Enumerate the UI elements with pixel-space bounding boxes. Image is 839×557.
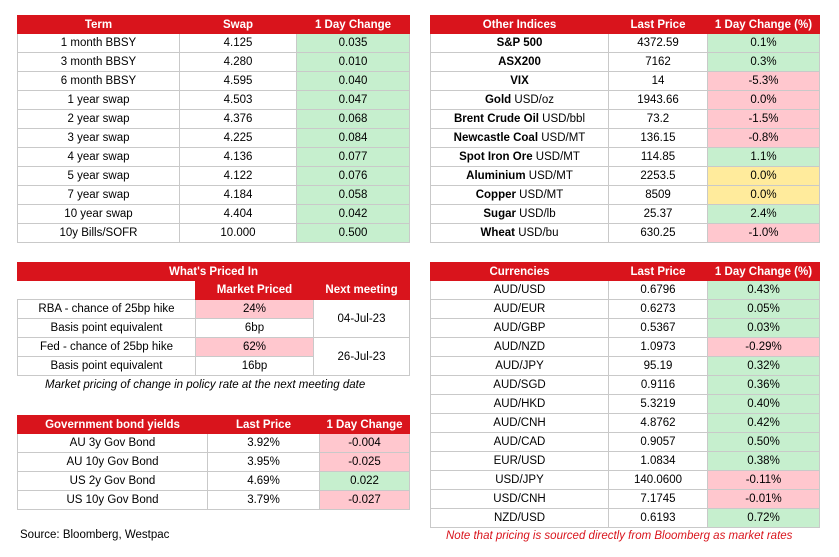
currencies-header-price: Last Price [609,263,708,281]
currency-price: 1.0834 [609,452,708,471]
bond-price: 3.79% [208,491,320,510]
index-unit: USD/MT [519,189,564,201]
fed-bp-value: 16bp [196,357,314,376]
currency-row [431,338,820,357]
swap-term: 4 year swap [18,148,180,167]
swap-value: 4.404 [180,205,297,224]
currency-row [431,414,820,433]
index-name-cell [431,34,609,53]
swap-term: 1 month BBSY [18,34,180,53]
index-price: 630.25 [609,224,708,243]
swap-header-term: Term [18,16,180,34]
indices-table [430,15,820,243]
priced-table [17,262,410,376]
currency-pair: AUD/SGD [431,376,609,395]
swap-change: 0.047 [297,91,410,110]
swap-term: 6 month BBSY [18,72,180,91]
swap-row [18,148,410,167]
swap-table [17,15,410,243]
swap-row [18,53,410,72]
index-price: 14 [609,72,708,91]
currency-change: 0.72% [708,509,820,528]
index-change: -0.8% [708,129,820,148]
index-name: Spot Iron Ore [459,151,533,163]
swap-change: 0.076 [297,167,410,186]
swap-term: 3 month BBSY [18,53,180,72]
currency-change: -0.01% [708,490,820,509]
swap-term: 2 year swap [18,110,180,129]
bonds-header-name: Government bond yields [18,416,208,434]
currency-row [431,319,820,338]
swap-change: 0.077 [297,148,410,167]
index-name-cell [431,129,609,148]
priced-title: What's Priced In [18,263,410,281]
index-row [431,224,820,243]
fed-bp-label: Basis point equivalent [18,357,196,376]
currency-row [431,281,820,300]
indices-header-price: Last Price [609,16,708,34]
bond-change: -0.004 [320,434,410,453]
bond-price: 4.69% [208,472,320,491]
index-name: Wheat [480,227,515,239]
bond-change: 0.022 [320,472,410,491]
index-unit: USD/MT [541,132,586,144]
currency-row [431,509,820,528]
index-change: 0.0% [708,167,820,186]
currency-pair: AUD/EUR [431,300,609,319]
index-name: VIX [510,75,529,87]
index-unit: USD/oz [514,94,555,106]
swap-value: 4.595 [180,72,297,91]
pricing-source-note: Note that pricing is sourced directly from Bloomberg as market rates [446,530,793,542]
currency-change: -0.29% [708,338,820,357]
swap-value: 4.503 [180,91,297,110]
bond-row [18,434,410,453]
index-change: 0.1% [708,34,820,53]
swap-header-swap: Swap [180,16,297,34]
currency-change: 0.42% [708,414,820,433]
index-price: 1943.66 [609,91,708,110]
index-row [431,53,820,72]
bond-name: US 2y Gov Bond [18,472,208,491]
currency-row [431,395,820,414]
rba-bp-label: Basis point equivalent [18,319,196,338]
swap-value: 4.125 [180,34,297,53]
currency-pair: AUD/CNH [431,414,609,433]
currency-row [431,376,820,395]
index-name-cell [431,224,609,243]
fed-value: 62% [196,338,314,357]
index-unit: USD/MT [535,151,580,163]
currency-pair: AUD/HKD [431,395,609,414]
index-name-cell [431,72,609,91]
index-name-cell [431,53,609,72]
priced-col-meeting: Next meeting [314,281,410,300]
index-name-cell [431,205,609,224]
fed-date: 26-Jul-23 [314,338,410,376]
rba-value: 24% [196,300,314,319]
currency-price: 0.5367 [609,319,708,338]
index-change: -1.5% [708,110,820,129]
priced-col-market: Market Priced [196,281,314,300]
currency-change: 0.50% [708,433,820,452]
bond-row [18,491,410,510]
swap-change: 0.500 [297,224,410,243]
currency-price: 0.9057 [609,433,708,452]
swap-change: 0.010 [297,53,410,72]
currency-price: 0.6796 [609,281,708,300]
swap-change: 0.058 [297,186,410,205]
index-unit: USD/MT [528,170,573,182]
indices-header-change: 1 Day Change (%) [708,16,820,34]
index-name-cell [431,110,609,129]
swap-change: 0.035 [297,34,410,53]
priced-note: Market pricing of change in policy rate at the next meeting date [45,379,366,391]
source-note: Source: Bloomberg, Westpac [20,529,170,541]
swap-value: 4.122 [180,167,297,186]
currency-price: 4.8762 [609,414,708,433]
index-name: Sugar [483,208,516,220]
index-name-cell [431,91,609,110]
index-change: 0.3% [708,53,820,72]
currency-change: 0.05% [708,300,820,319]
bond-name: AU 3y Gov Bond [18,434,208,453]
fed-label: Fed - chance of 25bp hike [18,338,196,357]
index-change: 0.0% [708,186,820,205]
swap-row [18,186,410,205]
index-name: Gold [484,94,512,106]
swap-value: 4.225 [180,129,297,148]
swap-row [18,91,410,110]
index-price: 73.2 [609,110,708,129]
index-name-cell [431,186,609,205]
currency-change: 0.32% [708,357,820,376]
swap-row [18,224,410,243]
index-change: 1.1% [708,148,820,167]
currency-pair: USD/JPY [431,471,609,490]
rba-bp-value: 6bp [196,319,314,338]
index-price: 7162 [609,53,708,72]
swap-term: 10y Bills/SOFR [18,224,180,243]
currency-pair: AUD/NZD [431,338,609,357]
swap-term: 1 year swap [18,91,180,110]
swap-row [18,205,410,224]
index-name: Copper [475,189,516,201]
currency-change: 0.36% [708,376,820,395]
index-name: Brent Crude Oil [453,113,539,125]
currency-pair: AUD/USD [431,281,609,300]
currency-pair: AUD/JPY [431,357,609,376]
index-row [431,91,820,110]
bond-row [18,453,410,472]
swap-change: 0.084 [297,129,410,148]
bond-change: -0.027 [320,491,410,510]
index-price: 4372.59 [609,34,708,53]
bond-price: 3.95% [208,453,320,472]
bond-change: -0.025 [320,453,410,472]
currency-row [431,471,820,490]
index-row [431,72,820,91]
swap-row [18,34,410,53]
index-name: S&P 500 [496,37,543,49]
swap-value: 10.000 [180,224,297,243]
currency-price: 140.0600 [609,471,708,490]
index-row [431,148,820,167]
bonds-header-change: 1 Day Change [320,416,410,434]
swap-row [18,110,410,129]
index-row [431,110,820,129]
index-change: 0.0% [708,91,820,110]
index-change: -5.3% [708,72,820,91]
index-row [431,34,820,53]
index-price: 136.15 [609,129,708,148]
index-name-cell [431,148,609,167]
index-price: 2253.5 [609,167,708,186]
currency-change: 0.40% [708,395,820,414]
currency-price: 0.6193 [609,509,708,528]
swap-change: 0.040 [297,72,410,91]
swap-term: 7 year swap [18,186,180,205]
index-name: Aluminium [466,170,526,182]
currency-row [431,357,820,376]
currency-price: 5.3219 [609,395,708,414]
currency-pair: NZD/USD [431,509,609,528]
swap-term: 3 year swap [18,129,180,148]
index-name: ASX200 [498,56,541,68]
bond-price: 3.92% [208,434,320,453]
index-unit: USD/lb [519,208,556,220]
currency-pair: EUR/USD [431,452,609,471]
index-price: 114.85 [609,148,708,167]
swap-change: 0.042 [297,205,410,224]
currency-pair: AUD/CAD [431,433,609,452]
bonds-header-price: Last Price [208,416,320,434]
indices-header-name: Other Indices [431,16,609,34]
bonds-table [17,415,410,510]
index-change: -1.0% [708,224,820,243]
index-unit: USD/bbl [542,113,585,125]
swap-header-row [18,16,410,34]
index-row [431,186,820,205]
currency-price: 0.6273 [609,300,708,319]
swap-row [18,72,410,91]
bond-row [18,472,410,491]
currency-change: 0.03% [708,319,820,338]
index-row [431,205,820,224]
swap-value: 4.376 [180,110,297,129]
currency-change: -0.11% [708,471,820,490]
currency-price: 7.1745 [609,490,708,509]
currency-row [431,300,820,319]
currency-pair: USD/CNH [431,490,609,509]
currency-row [431,490,820,509]
bond-name: US 10y Gov Bond [18,491,208,510]
bond-name: AU 10y Gov Bond [18,453,208,472]
index-unit: USD/bu [518,227,559,239]
swap-value: 4.184 [180,186,297,205]
swap-change: 0.068 [297,110,410,129]
swap-value: 4.136 [180,148,297,167]
index-price: 25.37 [609,205,708,224]
swap-term: 10 year swap [18,205,180,224]
currency-price: 1.0973 [609,338,708,357]
swap-row [18,129,410,148]
index-row [431,129,820,148]
swap-term: 5 year swap [18,167,180,186]
currency-row [431,433,820,452]
rba-row [18,300,410,319]
index-row [431,167,820,186]
index-name-cell [431,167,609,186]
index-change: 2.4% [708,205,820,224]
currency-change: 0.43% [708,281,820,300]
swap-value: 4.280 [180,53,297,72]
currencies-header-pair: Currencies [431,263,609,281]
currency-row [431,452,820,471]
currency-price: 0.9116 [609,376,708,395]
currency-pair: AUD/GBP [431,319,609,338]
currencies-table [430,262,820,528]
swap-header-change: 1 Day Change [297,16,410,34]
currencies-header-change: 1 Day Change (%) [708,263,820,281]
index-price: 8509 [609,186,708,205]
index-name: Newcastle Coal [453,132,539,144]
currency-change: 0.38% [708,452,820,471]
currency-price: 95.19 [609,357,708,376]
swap-row [18,167,410,186]
rba-label: RBA - chance of 25bp hike [18,300,196,319]
rba-date: 04-Jul-23 [314,300,410,338]
fed-row [18,338,410,357]
